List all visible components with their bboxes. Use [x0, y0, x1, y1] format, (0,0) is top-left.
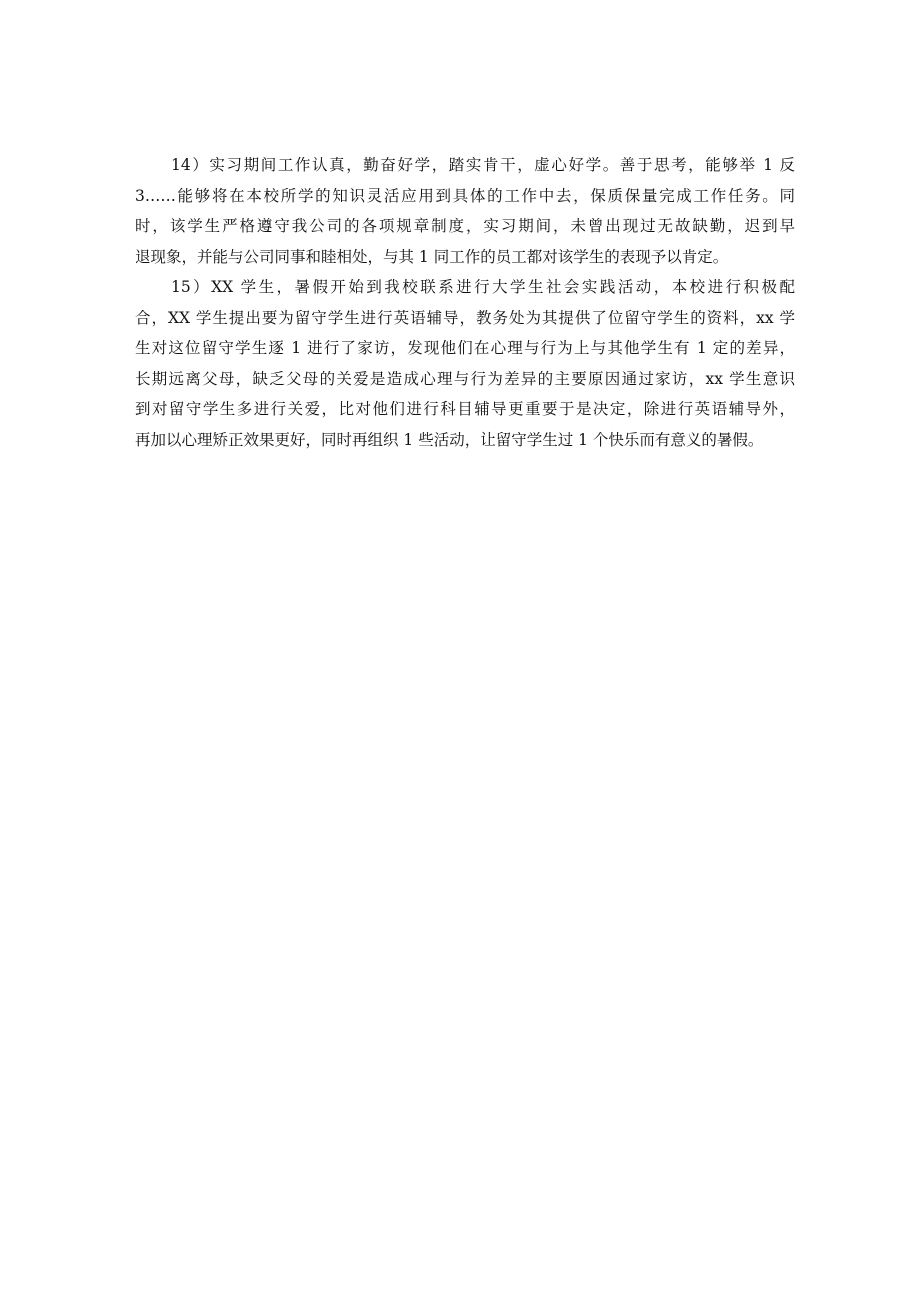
- paragraph-line: 3……能够将在本校所学的知识灵活应用到具体的工作中去，保质保量完成工作任务。同: [135, 186, 795, 205]
- paragraph-15: [135, 272, 795, 455]
- paragraph-line: 退现象，并能与公司同事和睦相处，与其 1 同工作的员工都对该学生的表现予以肯定。: [135, 247, 729, 266]
- paragraph-line: 再加以心理矫正效果更好，同时再组织 1 些活动，让留守学生过 1 个快乐而有意义的暑假。: [135, 430, 764, 449]
- paragraph-14: [135, 150, 795, 272]
- paragraph-line: 长期远离父母，缺乏父母的关爱是造成心理与行为差异的主要原因通过家访，xx 学生意识: [135, 369, 795, 388]
- paragraph-line: 生对这位留守学生逐 1 进行了家访，发现他们在心理与行为上与其他学生有 1 定的差异，: [135, 339, 795, 357]
- paragraph-line: 到对留守学生多进行关爱，比对他们进行科目辅导更重要于是决定，除进行英语辅导外，: [135, 400, 795, 418]
- paragraph-line: 14）实习期间工作认真，勤奋好学，踏实肯干，虚心好学。善于思考，能够举 1 反: [171, 156, 795, 174]
- document-body: [135, 150, 795, 455]
- paragraph-line: 15）XX 学生，暑假开始到我校联系进行大学生社会实践活动，本校进行积极配: [171, 278, 795, 296]
- paragraph-line: 合，XX 学生提出要为留守学生进行英语辅导，教务处为其提供了位留守学生的资料，xx 学: [135, 308, 795, 327]
- paragraph-line: 时，该学生严格遵守我公司的各项规章制度，实习期间，未曾出现过无故缺勤，迟到早: [135, 217, 795, 235]
